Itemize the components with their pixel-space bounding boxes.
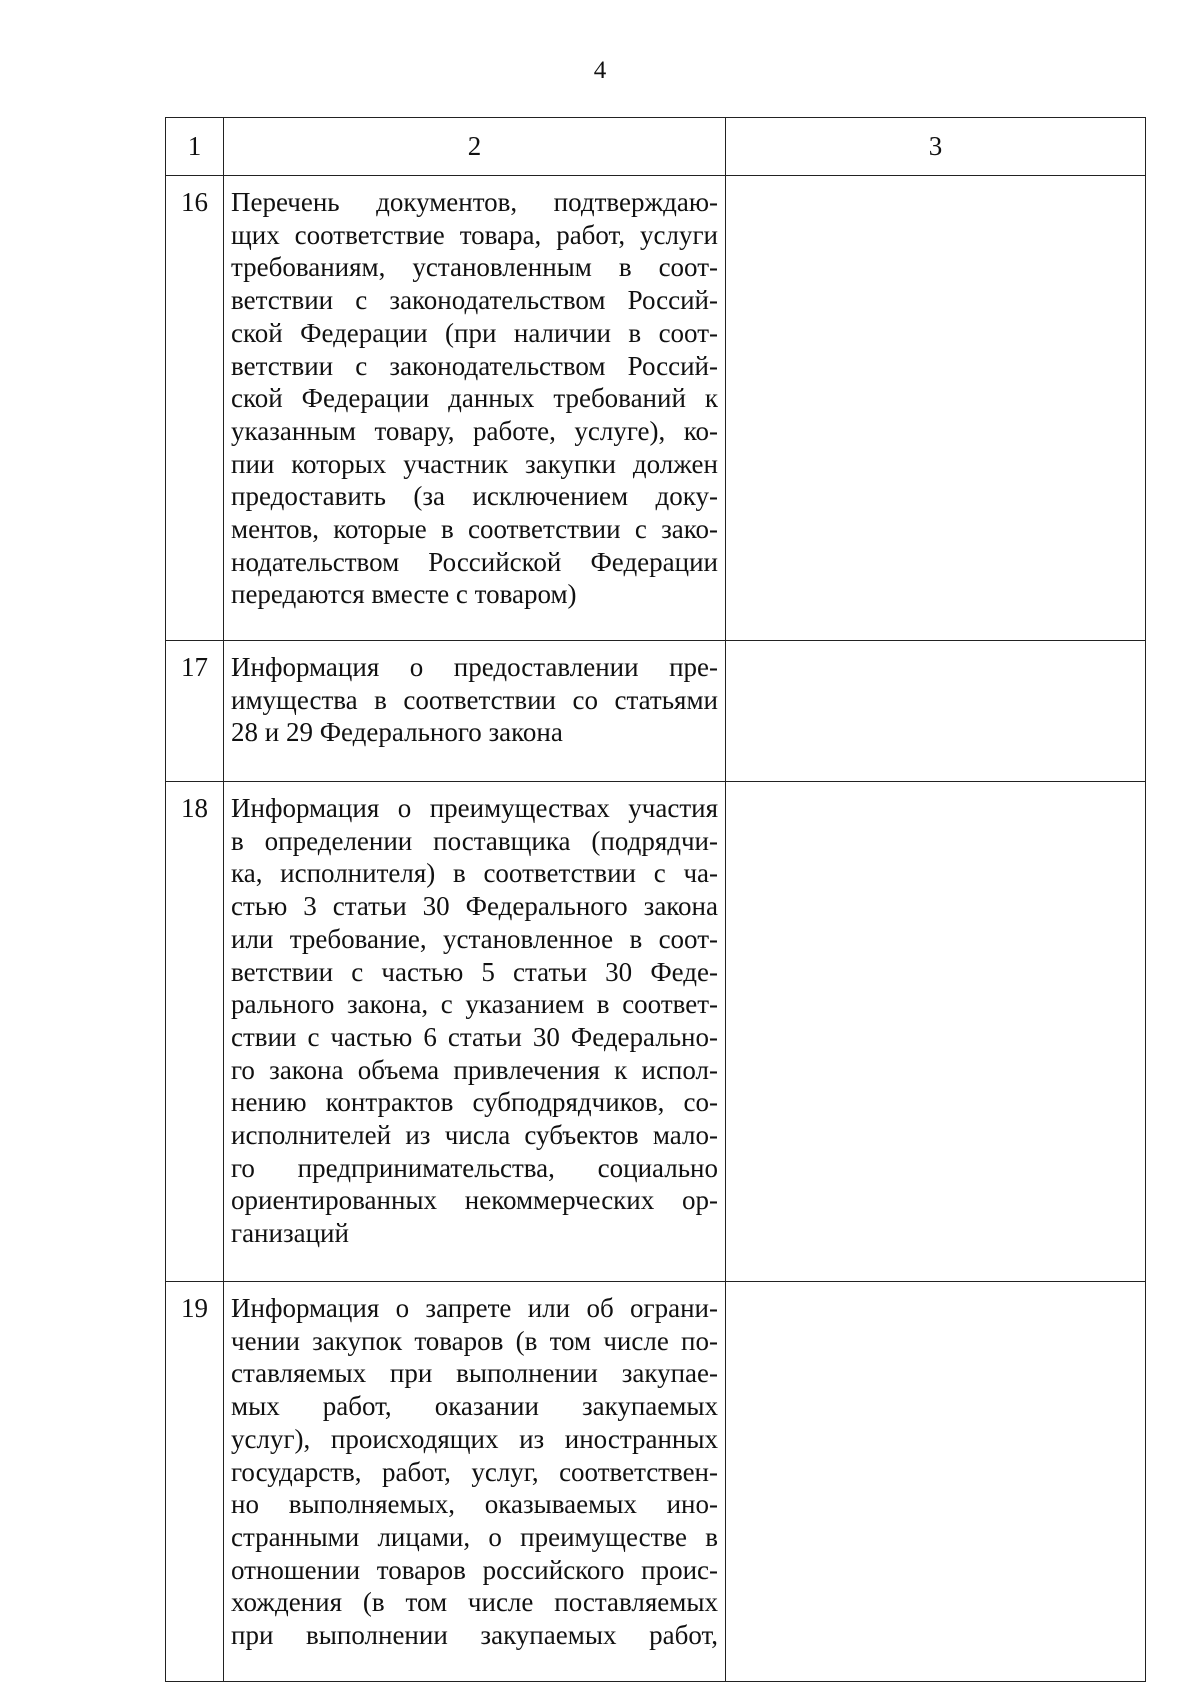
page-number: 4 — [593, 57, 607, 84]
header-col-3: 3 — [726, 118, 1146, 176]
text-line: пии которых участник закупки должен — [231, 448, 718, 479]
text-line: государств, работ, услуг, соответствен- — [231, 1456, 718, 1487]
text-line: хождения (в том числе поставляемых — [231, 1587, 718, 1618]
text-line: рального закона, с указанием в соответ- — [231, 989, 718, 1020]
table-row — [166, 1282, 1146, 1682]
table-header-row — [166, 118, 1146, 176]
text-line: щих соответствие товара, работ, услуги — [231, 219, 718, 250]
text-line: ствии с частью 6 статьи 30 Федерально- — [231, 1021, 718, 1052]
text-line: в определении поставщика (подрядчи- — [231, 825, 718, 856]
text-line: при выполнении закупаемых работ, — [231, 1620, 718, 1651]
row-value — [726, 782, 1146, 1282]
text-line: ганизаций — [231, 1218, 349, 1249]
text-line: нодательством Российской Федерации — [231, 546, 718, 577]
text-line: ветствии с частью 5 статьи 30 Феде- — [231, 956, 718, 987]
text-line: указанным товару, работе, услуге), ко- — [231, 415, 718, 446]
text-line: ской Федерации данных требований к — [231, 383, 718, 414]
row-number: 17 — [166, 641, 224, 782]
text-line: го предпринимательства, социально — [231, 1152, 718, 1183]
text-line: нению контрактов субподрядчиков, со- — [231, 1087, 718, 1118]
row-description — [224, 782, 726, 1282]
row-description — [224, 641, 726, 782]
text-line: странными лицами, о преимуществе в — [231, 1521, 718, 1552]
text-line: услуг), происходящих из иностранных — [231, 1423, 718, 1454]
text-line: 28 и 29 Федерального закона — [231, 717, 563, 748]
header-col-2: 2 — [224, 118, 726, 176]
text-line: го закона объема привлечения к испол- — [231, 1054, 718, 1085]
row-value — [726, 641, 1146, 782]
requirements-table — [165, 117, 1146, 1682]
text-line: ка, исполнителя) в соответствии с ча- — [231, 858, 718, 889]
text-line: чении закупок товаров (в том числе по- — [231, 1325, 718, 1356]
row-number: 18 — [166, 782, 224, 1282]
row-number: 16 — [166, 176, 224, 641]
row-value — [726, 1282, 1146, 1682]
text-line: ской Федерации (при наличии в соот- — [231, 317, 718, 348]
row-value — [726, 176, 1146, 641]
text-line: отношении товаров российского проис- — [231, 1554, 718, 1585]
text-line: Информация о запрете или об ограни- — [231, 1293, 718, 1323]
text-line: Перечень документов, подтверждаю- — [231, 187, 718, 217]
text-line: или требование, установленное в соот- — [231, 923, 718, 954]
text-line: имущества в соответствии со статьями — [231, 684, 718, 715]
text-line: Информация о преимуществах участия — [231, 793, 718, 823]
text-line: исполнителей из числа субъектов мало- — [231, 1120, 718, 1151]
table-row — [166, 782, 1146, 1282]
text-line: ориентированных некоммерческих ор- — [231, 1185, 718, 1216]
text-line: передаются вместе с товаром) — [231, 579, 577, 610]
row-description — [224, 1282, 726, 1682]
text-line: Информация о предоставлении пре- — [231, 652, 718, 682]
text-line: ветствии с законодательством Россий- — [231, 350, 718, 381]
text-line: но выполняемых, оказываемых ино- — [231, 1489, 718, 1520]
table-row — [166, 176, 1146, 641]
text-line: требованиям, установленным в соот- — [231, 252, 718, 283]
text-line: ментов, которые в соответствии с зако- — [231, 514, 718, 545]
row-number: 19 — [166, 1282, 224, 1682]
row-description — [224, 176, 726, 641]
text-line: стью 3 статьи 30 Федерального закона — [231, 891, 718, 922]
header-col-1: 1 — [166, 118, 224, 176]
text-line: предоставить (за исключением доку- — [231, 481, 718, 512]
text-line: ветствии с законодательством Россий- — [231, 285, 718, 316]
text-line: ставляемых при выполнении закупае- — [231, 1358, 718, 1389]
table-row — [166, 641, 1146, 782]
text-line: мых работ, оказании закупаемых — [231, 1391, 718, 1422]
